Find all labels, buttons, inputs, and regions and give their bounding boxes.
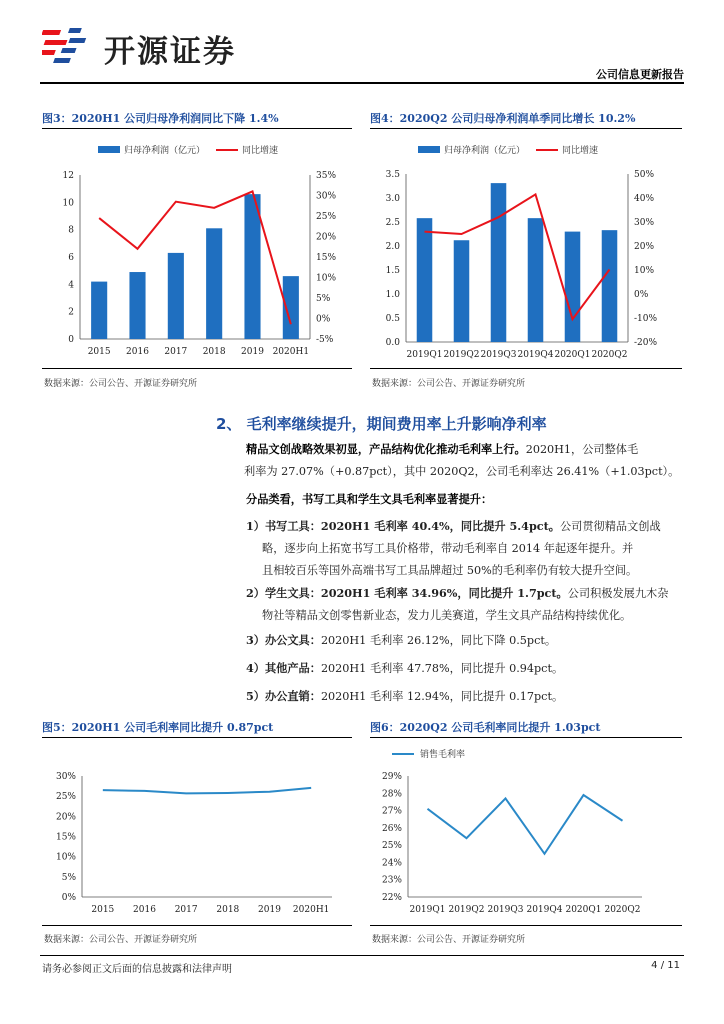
x-tick-label: 2015 xyxy=(91,905,115,915)
y-tick-label: 5% xyxy=(61,872,76,883)
y-tick-label: 0% xyxy=(61,893,76,903)
bar xyxy=(528,218,544,342)
x-tick-label: 2019Q3 xyxy=(480,350,517,360)
y2-tick-label: 0% xyxy=(316,314,331,325)
y2-tick-label: 30% xyxy=(316,191,337,202)
p2-bold: 分品类看，书写工具和学生文具毛利率显著提升： xyxy=(246,492,493,506)
y2-tick-label: 0% xyxy=(634,290,649,300)
legend-bar-label: 归母净利润（亿元） xyxy=(124,146,206,156)
y-tick-label: 27% xyxy=(381,806,402,817)
item-5-bold: 办公直销： xyxy=(264,689,321,703)
item-4-text: 2020H1 毛利率 47.78%，同比提升 0.94pct。 xyxy=(320,662,564,675)
y-tick-label: 20% xyxy=(55,812,76,823)
x-tick-label: 2019Q2 xyxy=(448,905,485,915)
y-tick-label: 0.0 xyxy=(385,338,400,348)
x-tick-label: 2020Q2 xyxy=(604,905,641,915)
fig6-title: 图6：2020Q2 公司毛利率同比提升 1.03pct xyxy=(370,721,601,734)
x-tick-label: 2016 xyxy=(133,905,156,915)
fig4-bottom-rule xyxy=(370,368,682,369)
footer-rule xyxy=(40,955,684,956)
y-tick-label: 2.5 xyxy=(385,218,400,228)
fig3-bottom-rule xyxy=(42,368,352,369)
section-title: 2、 毛利率继续提升，期间费用率上升影响净利率 xyxy=(216,415,547,433)
fig4-chart xyxy=(370,134,684,366)
y-tick-label: 22% xyxy=(381,893,402,903)
x-tick-label: 2015 xyxy=(87,347,111,357)
fig3-title-rule xyxy=(42,128,352,129)
y-tick-label: 12 xyxy=(62,171,74,181)
item-1-text-b: 略，逐步向上拓宽书写工具价格带，带动毛利率自 2014 年起逐年提升。并 xyxy=(262,542,634,555)
y-tick-label: 0 xyxy=(68,335,74,345)
x-tick-label: 2019Q1 xyxy=(406,350,443,360)
y-tick-label: 3.0 xyxy=(385,194,400,204)
y-tick-label: 2.0 xyxy=(385,242,400,252)
y-tick-label: 24% xyxy=(381,858,402,869)
fig4-source: 数据来源：公司公告、开源证券研究所 xyxy=(372,379,526,389)
y-tick-label: 2 xyxy=(68,307,74,318)
list-item xyxy=(246,629,686,652)
x-tick-label: 2019Q4 xyxy=(517,350,554,360)
x-tick-label: 2019Q4 xyxy=(526,905,563,915)
y2-tick-label: 10% xyxy=(634,266,655,276)
item-3-num: 3） xyxy=(246,633,265,647)
y-tick-label: 23% xyxy=(381,875,402,886)
x-tick-label: 2019Q3 xyxy=(487,905,524,915)
y-tick-label: 1.0 xyxy=(385,290,400,300)
y-tick-label: 10% xyxy=(55,852,76,863)
fig5-bottom-rule xyxy=(42,925,352,926)
y-tick-label: 30% xyxy=(55,772,76,782)
fig3-chart xyxy=(42,134,354,366)
bar xyxy=(417,218,433,342)
y2-tick-label: 20% xyxy=(316,232,337,243)
legend-bar-label: 归母净利润（亿元） xyxy=(444,146,526,156)
fig5-chart xyxy=(42,742,354,922)
legend-bar-swatch xyxy=(98,146,120,153)
x-tick-label: 2020Q1 xyxy=(554,350,591,360)
y2-tick-label: 15% xyxy=(316,253,337,263)
growth-line xyxy=(425,194,610,319)
legend-line-label: 销售毛利率 xyxy=(420,750,466,760)
fig4-title-rule xyxy=(370,128,682,129)
bar xyxy=(491,183,507,342)
y2-tick-label: -10% xyxy=(634,314,658,324)
y2-tick-label: -20% xyxy=(634,338,658,348)
x-tick-label: 2016 xyxy=(126,347,149,357)
bar xyxy=(91,282,107,339)
bar xyxy=(565,232,581,342)
bar xyxy=(168,253,184,339)
margin-line xyxy=(103,788,311,794)
y-tick-label: 10 xyxy=(62,198,74,209)
item-2-text-b: 物社等精品文创零售新业态，发力儿美赛道，学生文具产品结构持续优化。 xyxy=(262,609,632,622)
header-rule xyxy=(40,82,684,84)
x-tick-label: 2019Q2 xyxy=(443,350,480,360)
y-tick-label: 6 xyxy=(68,253,74,263)
item-2-text-a: 公司积极发展九木杂 xyxy=(567,587,669,600)
y-tick-label: 28% xyxy=(381,789,402,800)
item-4-num: 4） xyxy=(246,661,265,675)
y2-tick-label: 20% xyxy=(634,242,655,252)
legend-bar-swatch xyxy=(418,146,440,153)
y-tick-label: 1.5 xyxy=(385,266,400,276)
x-tick-label: 2017 xyxy=(164,347,188,357)
item-4-bold: 其他产品： xyxy=(264,661,321,675)
logo xyxy=(42,22,98,70)
y2-tick-label: -5% xyxy=(316,335,334,345)
fig5-title: 图5：2020H1 公司毛利率同比提升 0.87pct xyxy=(42,721,274,734)
y2-tick-label: 50% xyxy=(634,170,655,180)
fig6-title-rule xyxy=(370,737,682,738)
item-1-bold: 书写工具：2020H1 毛利率 40.4%，同比提升 5.4pct。 xyxy=(264,519,560,533)
fig3-source: 数据来源：公司公告、开源证券研究所 xyxy=(44,379,198,389)
p1-text-b: 利率为 27.07%（+0.87pct），其中 2020Q2，公司毛利率达 26.41%（+1.03pct）。 xyxy=(244,465,680,478)
list-item xyxy=(246,685,686,708)
bar xyxy=(206,228,222,339)
x-tick-label: 2020Q2 xyxy=(591,350,628,360)
fig5-title-rule xyxy=(42,737,352,738)
fig6-chart xyxy=(370,742,684,922)
bar xyxy=(602,230,618,342)
footer-disclaimer: 请务必参阅正文后面的信息披露和法律声明 xyxy=(42,964,232,975)
section-paragraph-1 xyxy=(246,438,686,483)
x-tick-label: 2019 xyxy=(241,347,264,357)
growth-line xyxy=(99,191,291,324)
y-tick-label: 3.5 xyxy=(385,170,400,180)
y2-tick-label: 25% xyxy=(316,212,337,222)
y-tick-label: 4 xyxy=(68,280,74,291)
y2-tick-label: 10% xyxy=(316,273,337,284)
section-paragraph-2 xyxy=(246,488,492,511)
item-1-text-c: 且相较百乐等国外高端书写工具品牌超过 50%的毛利率仍有较大提升空间。 xyxy=(262,564,638,577)
list-item xyxy=(246,515,686,582)
fig3-title: 图3：2020H1 公司归母净利润同比下降 1.4% xyxy=(42,112,279,125)
x-tick-label: 2020H1 xyxy=(272,347,310,357)
p1-bold: 精品文创战略效果初显，产品结构优化推动毛利率上行。 xyxy=(246,442,526,456)
y2-tick-label: 40% xyxy=(634,194,655,204)
x-tick-label: 2018 xyxy=(202,347,226,357)
margin-line xyxy=(428,795,623,854)
fig6-bottom-rule xyxy=(370,925,682,926)
y-tick-label: 25% xyxy=(55,792,76,803)
fig6-source: 数据来源：公司公告、开源证券研究所 xyxy=(372,935,526,945)
page-number: 4 / 11 xyxy=(651,960,680,971)
y-tick-label: 26% xyxy=(381,823,402,834)
x-tick-label: 2018 xyxy=(216,905,240,915)
item-1-num: 1） xyxy=(246,519,265,533)
legend-line-label: 同比增速 xyxy=(242,146,279,156)
y-tick-label: 25% xyxy=(381,841,402,852)
item-1-text-a: 公司贯彻精品文创战 xyxy=(559,520,661,533)
x-tick-label: 2017 xyxy=(174,905,198,915)
fig5-source: 数据来源：公司公告、开源证券研究所 xyxy=(44,935,198,945)
bar xyxy=(454,240,470,342)
report-type: 公司信息更新报告 xyxy=(596,68,684,81)
y-tick-label: 8 xyxy=(68,225,74,236)
x-tick-label: 2020H1 xyxy=(292,905,330,915)
y-tick-label: 0.5 xyxy=(385,314,400,324)
logo-text: 开源证券 xyxy=(104,34,236,70)
logo-icon xyxy=(42,22,98,70)
y2-tick-label: 35% xyxy=(316,171,337,181)
y-tick-label: 29% xyxy=(381,772,402,782)
list-item xyxy=(246,582,686,627)
y2-tick-label: 5% xyxy=(316,294,331,304)
y-tick-label: 15% xyxy=(55,832,76,843)
x-tick-label: 2019 xyxy=(258,905,281,915)
bar xyxy=(244,194,260,339)
item-3-bold: 办公文具： xyxy=(264,633,321,647)
x-tick-label: 2020Q1 xyxy=(565,905,602,915)
bar xyxy=(129,272,145,339)
item-3-text: 2020H1 毛利率 26.12%，同比下降 0.5pct。 xyxy=(320,634,557,647)
item-5-text: 2020H1 毛利率 12.94%，同比提升 0.17pct。 xyxy=(320,690,564,703)
y2-tick-label: 30% xyxy=(634,218,655,228)
legend-line-label: 同比增速 xyxy=(562,146,599,156)
list-item xyxy=(246,657,686,680)
p1-text-a: 2020H1，公司整体毛 xyxy=(525,443,639,456)
x-tick-label: 2019Q1 xyxy=(409,905,446,915)
item-2-num: 2） xyxy=(246,586,265,600)
item-2-bold: 学生文具：2020H1 毛利率 34.96%，同比提升 1.7pct。 xyxy=(264,586,568,600)
item-5-num: 5） xyxy=(246,689,265,703)
fig4-title: 图4：2020Q2 公司归母净利润单季同比增长 10.2% xyxy=(370,112,636,125)
